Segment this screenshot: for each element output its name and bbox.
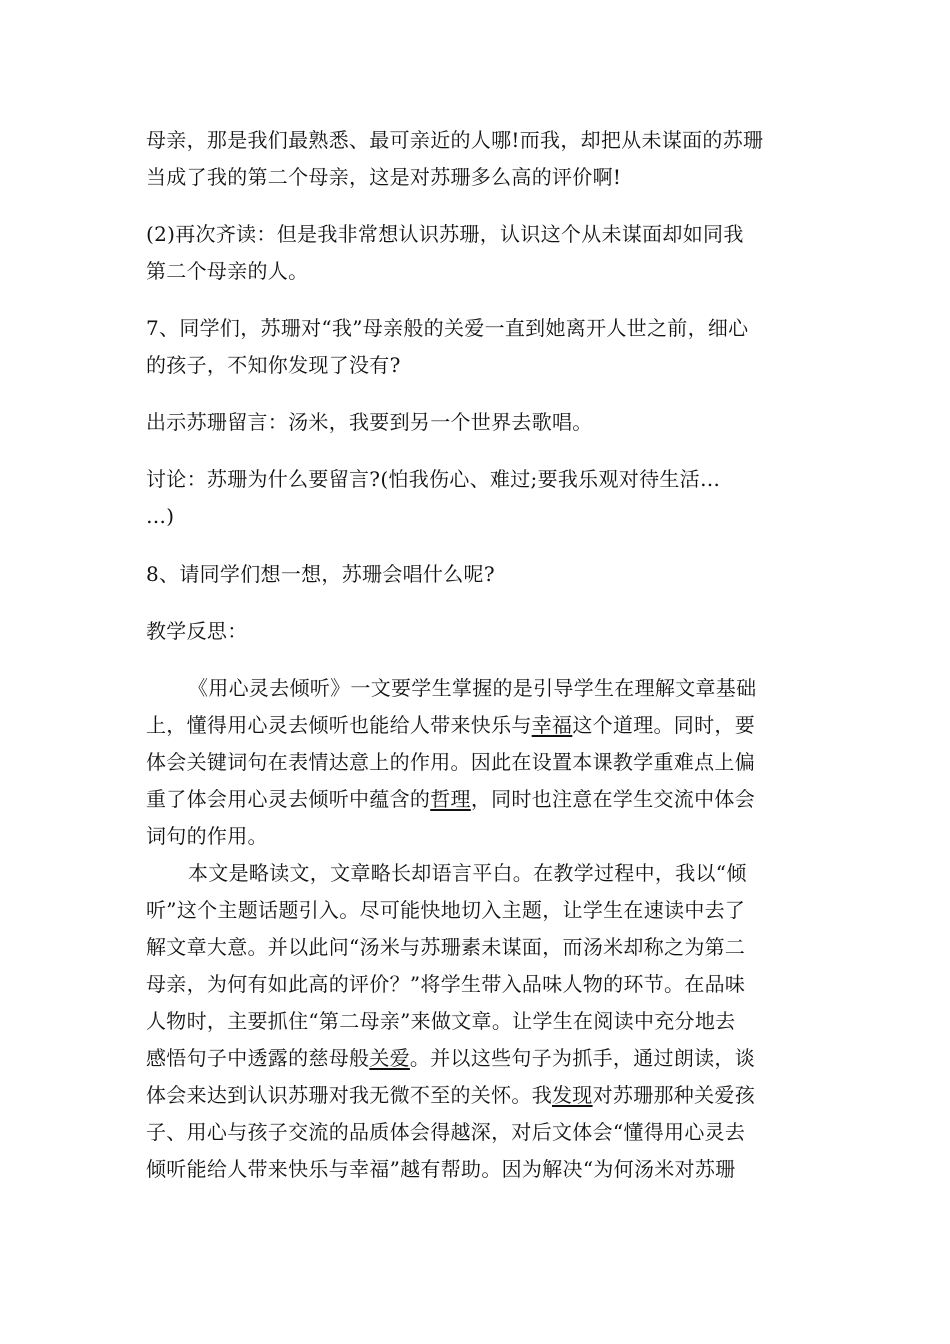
text-line: 子、用心与孩子交流的品质体会得越深，对后文体会“懂得用心灵去 [146,1120,746,1144]
underlined-term-philosophy: 哲理 [430,787,471,811]
section-heading-teaching-reflection [146,613,816,650]
text-segment: ，同时也注意在学生交流中体会 [470,787,756,811]
text-line [146,781,816,818]
paragraph-question-7 [146,310,816,384]
text-line [146,1077,816,1114]
paragraph-mother-evaluation [146,122,816,196]
text-line: 的孩子，不知你发现了没有? [146,353,401,377]
underlined-term-care: 关爱 [369,1046,410,1070]
text-line: 8、请同学们想一想，苏珊会唱什么呢? [146,562,495,586]
text-line: 讨论：苏珊为什么要留言?(怕我伤心、难过;要我乐观对待生活… [146,467,721,491]
text-line: 母亲，为何有如此高的评价？”将学生带入品味人物的环节。在品味 [146,972,746,996]
text-segment: 体会来达到认识苏珊对我无微不至的关怀。我 [146,1083,552,1107]
text-line: 第二个母亲的人。 [146,259,309,283]
text-line: (2)再次齐读：但是我非常想认识苏珊，认识这个从未谋面却如同我 [146,222,744,246]
paragraph-show-message [146,404,816,441]
text-segment: 重了体会用心灵去倾听中蕴含的 [146,787,431,811]
text-line: 《用心灵去倾听》一文要学生掌握的是引导学生在理解文章基础 [188,676,757,700]
text-line: …) [146,504,175,528]
text-line: 母亲，那是我们最熟悉、最可亲近的人哪!而我，却把从未谋面的苏珊 [146,128,764,152]
text-segment: 对苏珊那种关爱孩 [592,1083,756,1107]
text-line: 7、同学们，苏珊对“我”母亲般的关爱一直到她离开人世之前，细心 [146,316,749,340]
text-line: 出示苏珊留言：汤米，我要到另一个世界去歌唱。 [146,410,593,434]
section-heading: 教学反思： [146,619,248,643]
text-line: 当成了我的第二个母亲，这是对苏珊多么高的评价啊! [146,165,622,189]
paragraph-read-again [146,216,816,290]
paragraph-discussion [146,461,816,535]
text-line [146,707,816,744]
text-segment: 上，懂得用心灵去倾听也能给人带来快乐与 [146,713,532,737]
text-line: 解文章大意。并以此问“汤米与苏珊素未谋面，而汤米却称之为第二 [146,935,746,959]
text-segment: 感悟句子中透露的慈母般 [146,1046,370,1070]
text-segment: 这个道理。同时，要 [572,713,756,737]
paragraph-question-8 [146,556,816,593]
text-line: 人物时，主要抓住“第二母亲”来做文章。让学生在阅读中充分地去 [146,1009,736,1033]
paragraph-reflection-2 [146,855,816,1188]
text-line: 听”这个主题话题引入。尽可能快地切入主题，让学生在速读中去了 [146,898,746,922]
text-segment: 。并以这些句子为抓手，通过朗读，谈 [409,1046,756,1070]
underlined-term-happiness: 幸福 [531,713,573,737]
paragraph-reflection-1 [146,670,816,855]
text-line: 词句的作用。 [146,824,268,848]
text-line [146,1040,816,1077]
text-line: 本文是略读文，文章略长却语言平白。在教学过程中，我以“倾 [188,861,747,885]
text-line: 倾听能给人带来快乐与幸福”越有帮助。因为解决“为何汤米对苏珊 [146,1157,736,1181]
underlined-term-discover: 发现 [552,1083,593,1107]
text-line: 体会关键词句在表情达意上的作用。因此在设置本课教学重难点上偏 [146,750,755,774]
